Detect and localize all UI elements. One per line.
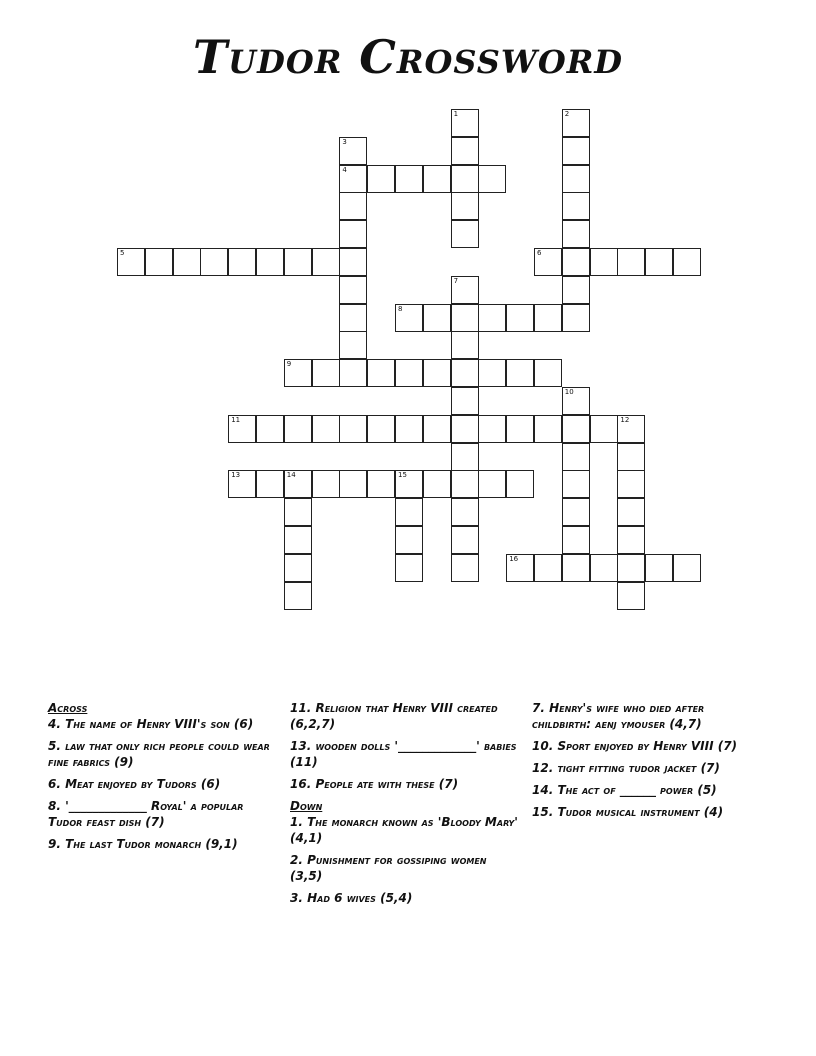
clue-text: Had 6 wives (5,4) — [307, 891, 413, 905]
crossword-cell[interactable] — [562, 443, 590, 471]
crossword-cell[interactable] — [284, 415, 312, 443]
crossword-cell[interactable] — [534, 248, 562, 276]
crossword-cell[interactable] — [617, 526, 645, 554]
clue-number: 6. — [48, 777, 61, 791]
crossword-cell[interactable] — [395, 359, 423, 387]
crossword-cell[interactable] — [617, 248, 645, 276]
crossword-cell[interactable] — [284, 470, 312, 498]
crossword-cell[interactable] — [200, 248, 228, 276]
crossword-cell[interactable] — [478, 415, 506, 443]
crossword-cell[interactable] — [562, 387, 590, 415]
crossword-cell[interactable] — [451, 276, 479, 304]
crossword-cell[interactable] — [562, 498, 590, 526]
crossword-cell[interactable] — [645, 554, 673, 582]
clue-text: People ate with these (7) — [315, 777, 459, 791]
clue-text: Punishment for gossiping women (3,5) — [290, 853, 487, 883]
crossword-cell[interactable] — [451, 443, 479, 471]
crossword-cell[interactable] — [339, 248, 367, 276]
crossword-cell[interactable] — [228, 470, 256, 498]
crossword-cell[interactable] — [284, 554, 312, 582]
crossword-cell[interactable] — [256, 470, 284, 498]
crossword-cell[interactable] — [562, 304, 590, 332]
crossword-cell[interactable] — [562, 276, 590, 304]
clue-across-13 — [290, 738, 518, 770]
crossword-cell[interactable] — [562, 470, 590, 498]
clue-across-4 — [48, 716, 270, 732]
clue-across-8 — [48, 798, 270, 830]
crossword-cell[interactable] — [312, 248, 340, 276]
crossword-cell[interactable] — [506, 359, 534, 387]
cell-number: 9 — [286, 360, 292, 369]
clue-number: 9. — [48, 837, 61, 851]
crossword-cell[interactable] — [673, 554, 701, 582]
crossword-cell[interactable] — [451, 470, 479, 498]
clue-down-14 — [532, 782, 758, 798]
crossword-cell[interactable] — [451, 498, 479, 526]
clues-column-2 — [290, 700, 518, 912]
clue-across-16 — [290, 776, 518, 792]
clue-number: 7. — [532, 701, 545, 715]
clue-text: The monarch known as 'Bloody Mary' (4,1) — [290, 815, 518, 845]
cell-number: 14 — [286, 471, 296, 480]
crossword-cell[interactable] — [423, 359, 451, 387]
crossword-cell[interactable] — [534, 304, 562, 332]
cell-number: 7 — [453, 276, 459, 285]
crossword-cell[interactable] — [506, 554, 534, 582]
clue-down-2 — [290, 852, 518, 884]
crossword-cell[interactable] — [506, 304, 534, 332]
crossword-cell[interactable] — [339, 359, 367, 387]
clue-across-6 — [48, 776, 270, 792]
crossword-cell[interactable] — [478, 304, 506, 332]
clue-number: 12. — [532, 761, 554, 775]
clue-text: Henry's wife who died after childbirth: aenj ymouser (4,7) — [532, 701, 705, 731]
clue-down-10 — [532, 738, 758, 754]
crossword-cell[interactable] — [339, 331, 367, 359]
cell-number: 6 — [537, 249, 542, 257]
down-heading: Down — [290, 799, 323, 813]
clue-down-3 — [290, 890, 518, 906]
clue-number: 11. — [290, 701, 312, 715]
crossword-cell[interactable] — [312, 359, 340, 387]
crossword-cell[interactable] — [367, 415, 395, 443]
crossword-cell[interactable] — [312, 415, 340, 443]
clues-column-3 — [532, 700, 758, 826]
clue-down-1 — [290, 814, 518, 846]
crossword-cell[interactable] — [284, 248, 312, 276]
cell-number: 3 — [342, 137, 347, 146]
cell-number: 13 — [231, 471, 241, 480]
clue-text: '_____________ Royal' a popular Tudor feast dish (7) — [48, 799, 244, 829]
crossword-cell[interactable] — [478, 165, 506, 193]
clue-number: 4. — [48, 717, 61, 731]
clue-text: Sport enjoyed by Henry VIII (7) — [557, 739, 738, 753]
crossword-cell[interactable] — [451, 304, 479, 332]
clue-text: The last Tudor monarch (9,1) — [65, 837, 238, 851]
crossword-cell[interactable] — [562, 192, 590, 220]
clue-text: Meat enjoyed by Tudors (6) — [65, 777, 221, 791]
crossword-cell[interactable] — [617, 443, 645, 471]
cell-number: 15 — [398, 471, 407, 480]
cell-number: 10 — [564, 388, 574, 396]
crossword-cell[interactable] — [339, 137, 367, 165]
clue-text: Religion that Henry VIII created (6,2,7) — [290, 701, 498, 731]
cell-number: 11 — [231, 415, 241, 424]
clue-text: The act of ______ power (5) — [557, 783, 717, 797]
crossword-cell[interactable] — [451, 192, 479, 220]
crossword-cell[interactable] — [423, 304, 451, 332]
crossword-cell[interactable] — [562, 137, 590, 165]
cell-number: 8 — [398, 304, 403, 313]
crossword-cell[interactable] — [617, 470, 645, 498]
crossword-cell[interactable] — [478, 470, 506, 498]
crossword-cell[interactable] — [451, 220, 479, 248]
crossword-cell[interactable] — [590, 554, 618, 582]
cell-number: 12 — [620, 415, 630, 424]
crossword-cell[interactable] — [562, 415, 590, 443]
crossword-cell[interactable] — [451, 165, 479, 193]
crossword-cell[interactable] — [145, 248, 173, 276]
crossword-cell[interactable] — [451, 554, 479, 582]
clue-text: tight fitting tudor jacket (7) — [557, 761, 720, 775]
crossword-cell[interactable] — [506, 415, 534, 443]
clue-down-12 — [532, 760, 758, 776]
cell-number: 1 — [453, 110, 459, 118]
clue-number: 5. — [48, 739, 61, 753]
crossword-cell[interactable] — [395, 470, 423, 498]
crossword-cell[interactable] — [284, 359, 312, 387]
crossword-cell[interactable] — [339, 304, 367, 332]
crossword-cell[interactable] — [395, 165, 423, 193]
clue-number: 13. — [290, 739, 312, 753]
clue-number: 16. — [290, 777, 312, 791]
crossword-cell[interactable] — [367, 470, 395, 498]
clue-text: The name of Henry VIII's son (6) — [65, 717, 254, 731]
page-title: Tudor Crossword — [192, 30, 624, 84]
crossword-cell[interactable] — [395, 526, 423, 554]
crossword-cell[interactable] — [395, 498, 423, 526]
crossword-cell[interactable] — [673, 248, 701, 276]
clue-number: 2. — [290, 853, 303, 867]
cell-number: 16 — [509, 554, 519, 563]
clue-number: 3. — [290, 891, 303, 905]
crossword-cell[interactable] — [339, 470, 367, 498]
across-heading: Across — [48, 701, 88, 715]
crossword-cell[interactable] — [395, 304, 423, 332]
crossword-cell[interactable] — [451, 137, 479, 165]
crossword-cell[interactable] — [228, 415, 256, 443]
crossword-cell[interactable] — [562, 554, 590, 582]
crossword-cell[interactable] — [534, 359, 562, 387]
crossword-cell[interactable] — [395, 415, 423, 443]
crossword-cell[interactable] — [562, 109, 590, 137]
crossword-cell[interactable] — [339, 220, 367, 248]
cell-number: 4 — [342, 165, 347, 174]
clue-number: 1. — [290, 815, 303, 829]
crossword-cell[interactable] — [617, 554, 645, 582]
crossword-cell[interactable] — [423, 165, 451, 193]
cell-number: 2 — [564, 110, 570, 118]
crossword-cell[interactable] — [451, 359, 479, 387]
crossword-cell[interactable] — [284, 498, 312, 526]
crossword-cell[interactable] — [367, 165, 395, 193]
crossword-cell[interactable] — [562, 248, 590, 276]
crossword-cell[interactable] — [256, 415, 284, 443]
crossword-cell[interactable] — [339, 165, 367, 193]
crossword-cell[interactable] — [562, 526, 590, 554]
clue-text: Tudor musical instrument (4) — [557, 805, 724, 819]
crossword-cell[interactable] — [451, 331, 479, 359]
clue-number: 15. — [532, 805, 554, 819]
clue-across-9 — [48, 836, 270, 852]
crossword-cell[interactable] — [339, 276, 367, 304]
crossword-cell[interactable] — [562, 165, 590, 193]
crossword-cell[interactable] — [617, 415, 645, 443]
clue-across-11 — [290, 700, 518, 732]
clue-number: 8. — [48, 799, 61, 813]
crossword-cell[interactable] — [506, 470, 534, 498]
crossword-cell[interactable] — [562, 220, 590, 248]
crossword-cell[interactable] — [451, 526, 479, 554]
crossword-cell[interactable] — [645, 248, 673, 276]
crossword-cell[interactable] — [423, 415, 451, 443]
crossword-cell[interactable] — [617, 582, 645, 610]
crossword-cell[interactable] — [256, 248, 284, 276]
crossword-cell[interactable] — [590, 415, 618, 443]
crossword-cell[interactable] — [367, 359, 395, 387]
crossword-cell[interactable] — [451, 387, 479, 415]
crossword-cell[interactable] — [617, 498, 645, 526]
clue-text: law that only rich people could wear fine fabrics (9) — [48, 739, 270, 769]
crossword-cell[interactable] — [451, 109, 479, 137]
crossword-cell[interactable] — [339, 415, 367, 443]
crossword-cell[interactable] — [423, 470, 451, 498]
crossword-cell[interactable] — [284, 582, 312, 610]
crossword-cell[interactable] — [173, 248, 201, 276]
crossword-cell[interactable] — [117, 248, 145, 276]
clues-column-1 — [48, 700, 270, 858]
clue-text: wooden dolls '_____________' babies (11) — [290, 739, 517, 769]
clue-down-15 — [532, 804, 758, 820]
clue-number: 14. — [532, 783, 554, 797]
crossword-cell[interactable] — [478, 359, 506, 387]
crossword-cell[interactable] — [395, 554, 423, 582]
cell-number: 5 — [120, 249, 125, 257]
clue-across-5 — [48, 738, 270, 770]
crossword-cell[interactable] — [451, 415, 479, 443]
crossword-cell[interactable] — [534, 554, 562, 582]
crossword-cell[interactable] — [339, 192, 367, 220]
crossword-cell[interactable] — [534, 415, 562, 443]
crossword-cell[interactable] — [312, 470, 340, 498]
crossword-cell[interactable] — [228, 248, 256, 276]
clue-number: 10. — [532, 739, 554, 753]
crossword-cell[interactable] — [590, 248, 618, 276]
clue-down-7 — [532, 700, 758, 732]
crossword-cell[interactable] — [284, 526, 312, 554]
